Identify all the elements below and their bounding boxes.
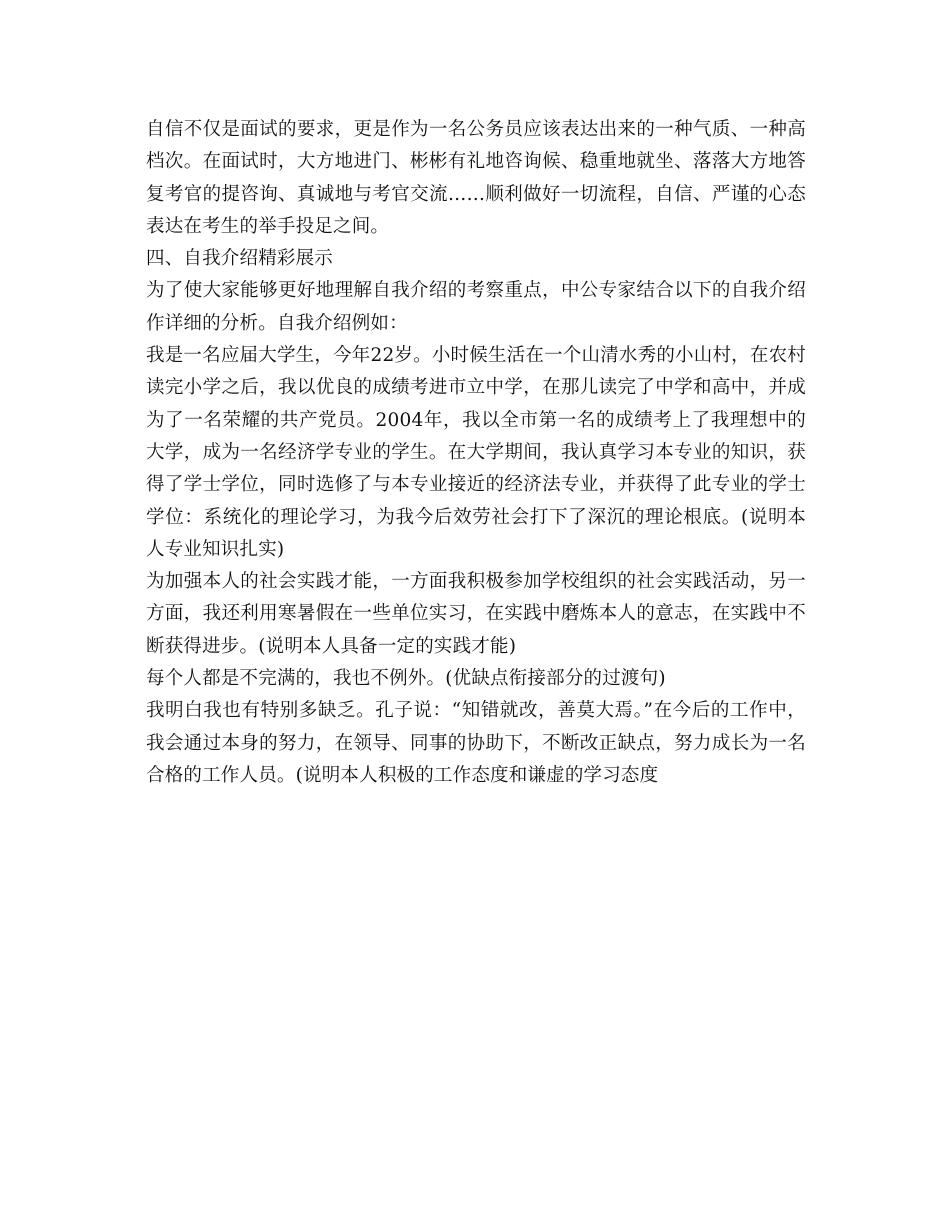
paragraph-confidence: 自信不仅是面试的要求，更是作为一名公务员应该表达出来的一种气质、一种高档次。在面试时，大方地进门、彬彬有礼地咨询候、稳重地就坐、落落大方地答复考官的提咨询、真诚地与考官交流……顺利做好一切流程，自信、严谨的心态表达在考生的举手投足之间。 <box>146 119 806 237</box>
paragraph-transition: 每个人都是不完满的，我也不例外。(优缺点衔接部分的过渡句) <box>146 668 666 690</box>
document-body <box>146 114 806 792</box>
paragraph-example-practice: 为加强本人的社会实践才能，一方面我积极参加学校组织的社会实践活动，另一方面，我还利用寒暑假在一些单位实习，在实践中磨炼本人的意志，在实践中不断获得进步。(说明本人具备一定的实践才能) <box>146 571 806 657</box>
paragraph-intro-analysis: 为了使大家能够更好地理解自我介绍的考察重点，中公专家结合以下的自我介绍作详细的分析。自我介绍例如： <box>146 280 806 334</box>
section-heading-self-intro: 四、自我介绍精彩展示 <box>146 248 334 270</box>
paragraph-example-shortcomings: 我明白我也有特别多缺乏。孔子说：“知错就改，善莫大焉。”在今后的工作中，我会通过本身的努力，在领导、同事的协助下，不断改正缺点，努力成长为一名合格的工作人员。(说明本人积极的工作态度和谦虚的学习态度 <box>146 700 806 786</box>
paragraph-example-education: 我是一名应届大学生，今年22岁。小时候生活在一个山清水秀的小山村，在农村读完小学之后，我以优良的成绩考进市立中学，在那儿读完了中学和高中，并成为了一名荣耀的共产党员。2004年，我以全市第一名的成绩考上了我理想中的大学，成为一名经济学专业的学生。在大学期间，我认真学习本专业的知识，获得了学士学位，同时选修了与本专业接近的经济法专业，并获得了此专业的学士学位：系统化的理论学习，为我今后效劳社会打下了深沉的理论根底。(说明本人专业知识扎实) <box>146 345 806 560</box>
